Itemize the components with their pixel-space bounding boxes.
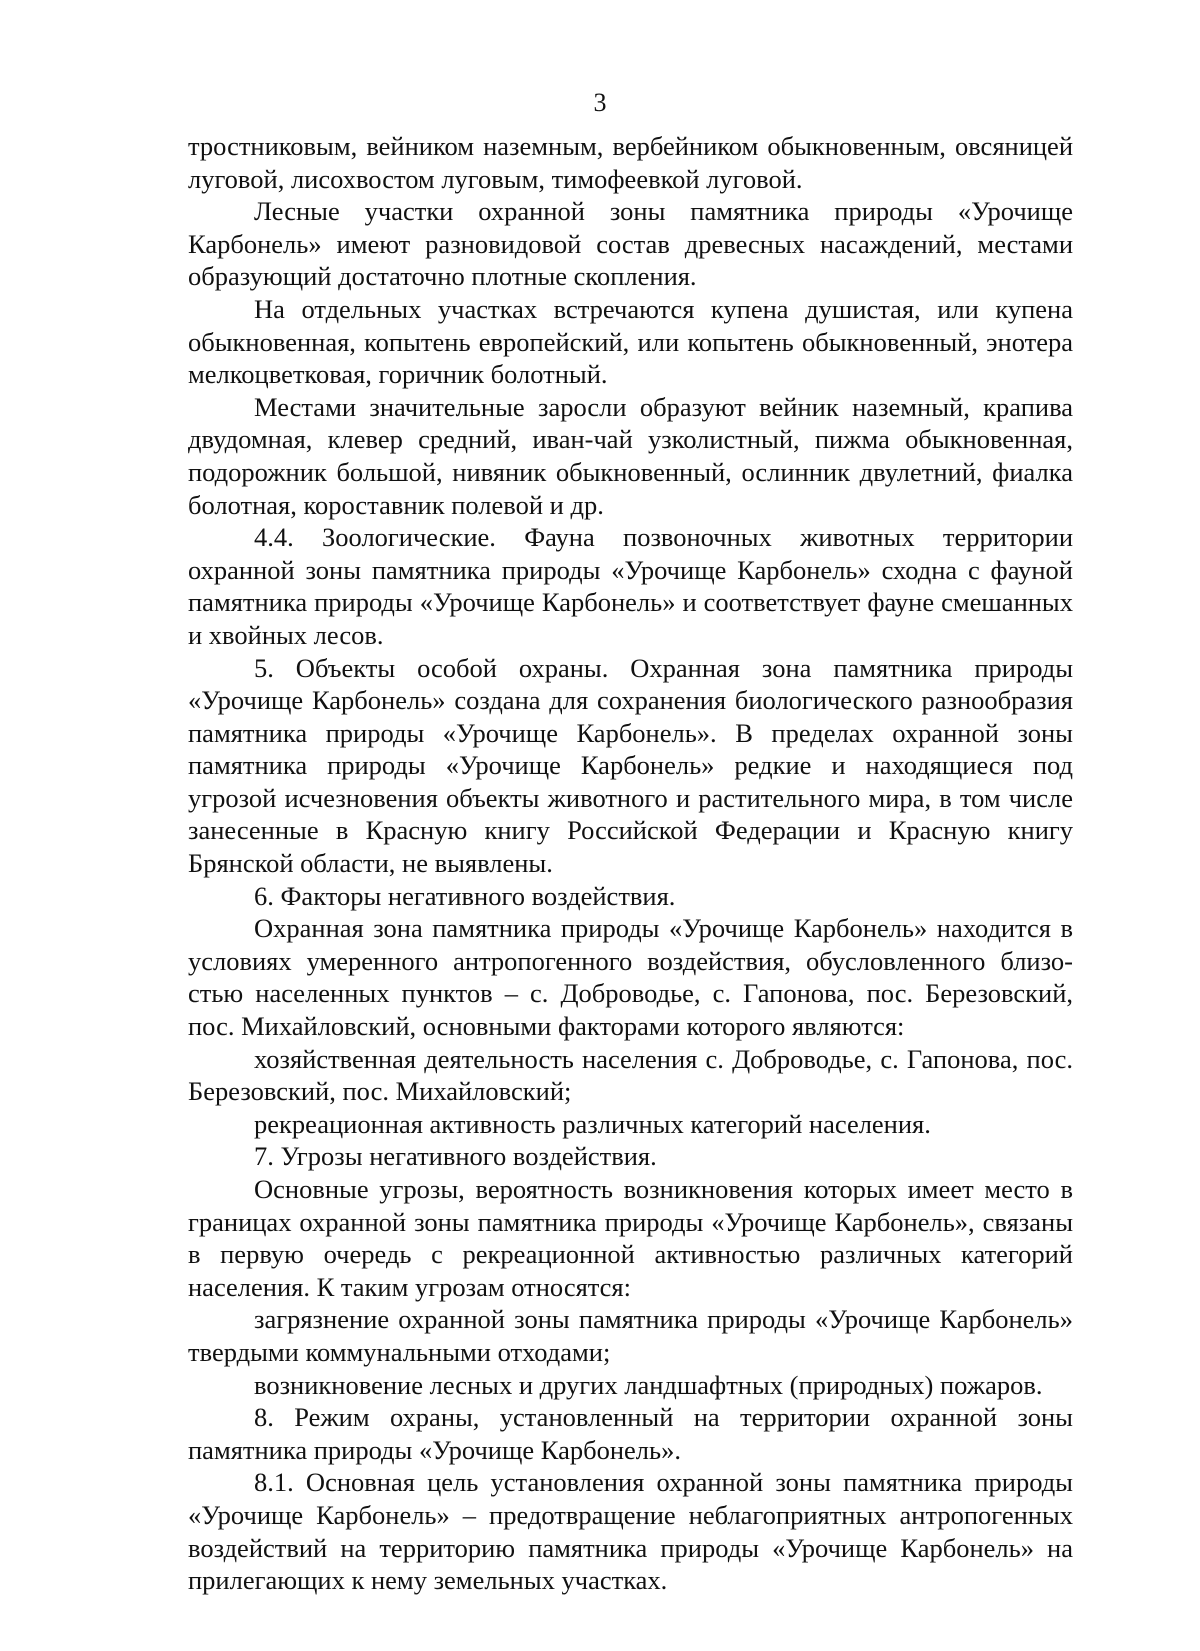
list-item-fires: возникновение лесных и других ландшафтных (природных) пожаров. — [254, 1369, 1043, 1400]
heading-protection-regime: 8. Режим охраны, установленный на территории охранной зоны памятника природы «Урочище Карбонель». — [188, 1402, 1073, 1465]
heading-threats: 7. Угрозы негативного воздействия. — [254, 1141, 657, 1172]
document-body — [188, 130, 1073, 1597]
paragraph-protected-objects: 5. Объекты особой охраны. Охранная зона памятника природы «Урочище Карбонель» создана для сохранения биологического разнообразия памятника природы «Урочище Карбонель». В пределах охранной зоны памятника природы «Урочище Карбонель» редкие и находящиеся под угрозой исчезновения объекты животного и растительного мира, в том числе занесенные в Красную книгу Российской Федерации и Красную книгу Брянской области, не выявлены. — [188, 652, 1073, 879]
list-item-pollution: загрязнение охранной зоны памятника природы «Урочище Карбонель» твердыми коммунальными отходами; — [188, 1304, 1073, 1367]
paragraph-main-threats: Основные угрозы, вероятность возникновения которых имеет место в границах охранной зоны памятника природы «Урочище Карбонель», связаны в первую очередь с рекреационной активностью различных категорий населения. К таким угрозам относятся: — [188, 1174, 1073, 1302]
list-item-economic-activity: хозяйственная деятельность населения с. Доброводье, с. Гапонова, пос. Березовский, пос. Михайловский; — [188, 1043, 1073, 1107]
page-number: 3 — [593, 88, 607, 117]
paragraph-zoological: 4.4. Зоологические. Фауна позвоночных животных территории охранной зоны памятника природы «Урочище Карбонель» сходна с фауной памятника природы «Урочище Карбонель» и соответствует фауне смешанных и хвойных лесов. — [188, 522, 1073, 650]
paragraph-forest-areas: Лесные участки охранной зоны памятника природы «Урочище Карбонель» имеют разновидовой состав древесных насаждений, местами образующий достаточно плотные скопления. — [188, 196, 1073, 292]
paragraph-thickets: Местами значительные заросли образуют вейник наземный, крапива двудомная, клевер средний, иван-чай узколистный, пижма обыкновенная, подорожник большой, нивяник обыкновенный, ослинник двулетний, фиалка болотная, короставник полевой и др. — [188, 391, 1073, 520]
list-item-recreational-activity: рекреационная активность различных категорий населения. — [254, 1108, 931, 1139]
paragraph-continuation: тростниковым, вейником наземным, вербейником обыкновенным, овсяницей луговой, лисохвостом луговым, тимофеевкой луговой. — [188, 131, 1073, 194]
paragraph-plant-species: На отдельных участках встречаются купена душистая, или купена обыкновенная, копытень европейский, или копытень обыкновенный, энотера мелкоцветковая, горичник болотный. — [188, 293, 1073, 390]
paragraph-main-goal: 8.1. Основная цель установления охранной зоны памятника природы «Урочище Карбонель» – предотвращение неблагоприятных антропогенных воздействий на территорию памятника природы «Урочище Карбонель» на прилегающих к нему земельных участках. — [188, 1467, 1073, 1596]
heading-negative-factors: 6. Факторы негативного воздействия. — [254, 880, 676, 911]
paragraph-anthropogenic-impact: Охранная зона памятника природы «Урочище Карбонель» находится в условиях умеренного антропогенного воздействия, обусловленного близостью населенных пунктов – с. Доброводье, с. Гапонова, пос. Березовский, пос. Михайловский, основными факторами которого являются: — [188, 913, 1073, 1042]
